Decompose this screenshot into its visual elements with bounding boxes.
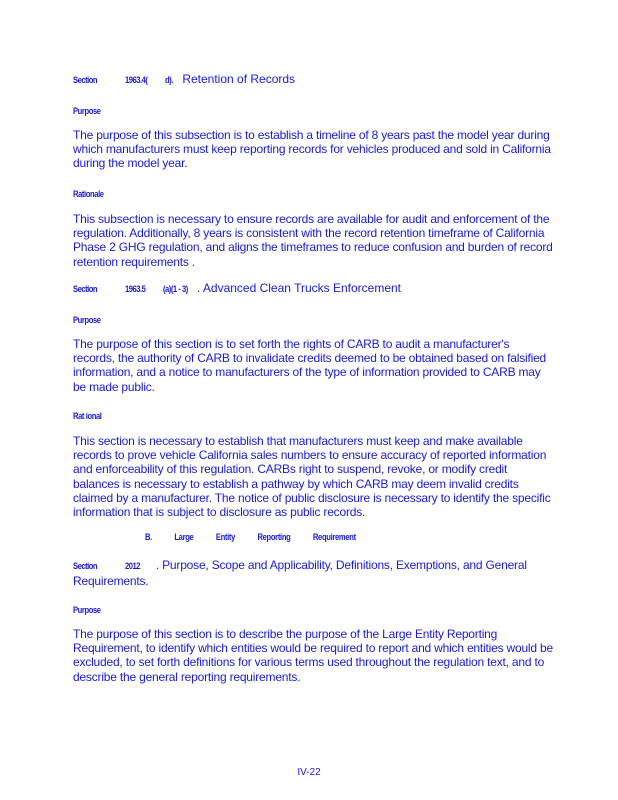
section-word: Section [73,75,98,86]
rationale-label: Rat ional [73,411,102,422]
section-number: 1963.4( [125,75,148,86]
purpose-paragraph: The purpose of this section is to set forth the rights of CARB to audit a manufacturer's records, the authority of CARB to invalidate credits deemed to be obtained based on falsified information, and a notice to manufacturers of the type of information provided to CARB may be made public. [73,337,547,394]
section-heading-1963-5 [73,281,553,295]
section-heading-2012 [73,558,553,588]
purpose-label: Purpose [73,605,101,616]
rationale-paragraph: This subsection is necessary to ensure records are available for audit and enforcement of the regulation. Additionally, 8 years is consistent with the record retention timeframe of California Phase 2 GHG regulation, and aligns the timeframes to reduce confusion and burden of record retention requirements . [73,212,553,269]
purpose-paragraph: The purpose of this subsection is to establish a timeline of 8 years past the model year during which manufacturers must keep reporting records for vehicles produced and sold in California during the model year. [73,128,551,171]
section-title: . Advanced Clean Trucks Enforcement [196,281,401,295]
section-number: 2012 [125,561,141,572]
subheading-large-entity: B. Large Entity Reporting Requirement [145,532,356,543]
section-word: Section [73,561,98,572]
rationale-label: Rationale [73,189,104,200]
purpose-paragraph: The purpose of this section is to describe the purpose of the Large Entity Reporting Requirement, to identify which entities would be required to report and which entities would be excluded, to set forth definitions for various terms used throughout the regulation text, and to describe the general reporting requirements. [73,627,553,684]
purpose-label: Purpose [73,315,101,326]
section-word: Section [73,284,98,295]
rationale-paragraph: This section is necessary to establish that manufacturers must keep and make available records to prove vehicle California sales numbers to ensure accuracy of reported information and enforceability of this regulation. CARBs right to suspend, revoke, or modify credit balances is necessary to establish a pathway by which CARB may deem invalid credits claimed by a manufacturer. The notice of public disclosure is necessary to identify the specific information that is subject to disclosure as public records. [73,434,551,520]
section-title: . Purpose, Scope and Applicability, Definitions, Exemptions, and General Requirements. [73,558,527,589]
section-sub: (a)(1 - 3) [162,284,188,295]
section-sub: d). [165,75,174,86]
purpose-label: Purpose [73,106,101,117]
section-title: Retention of Records [182,72,296,86]
section-heading-1963-4 [73,72,553,86]
section-number: 1963.5 [125,284,146,295]
page-number: IV-22 [297,767,321,778]
